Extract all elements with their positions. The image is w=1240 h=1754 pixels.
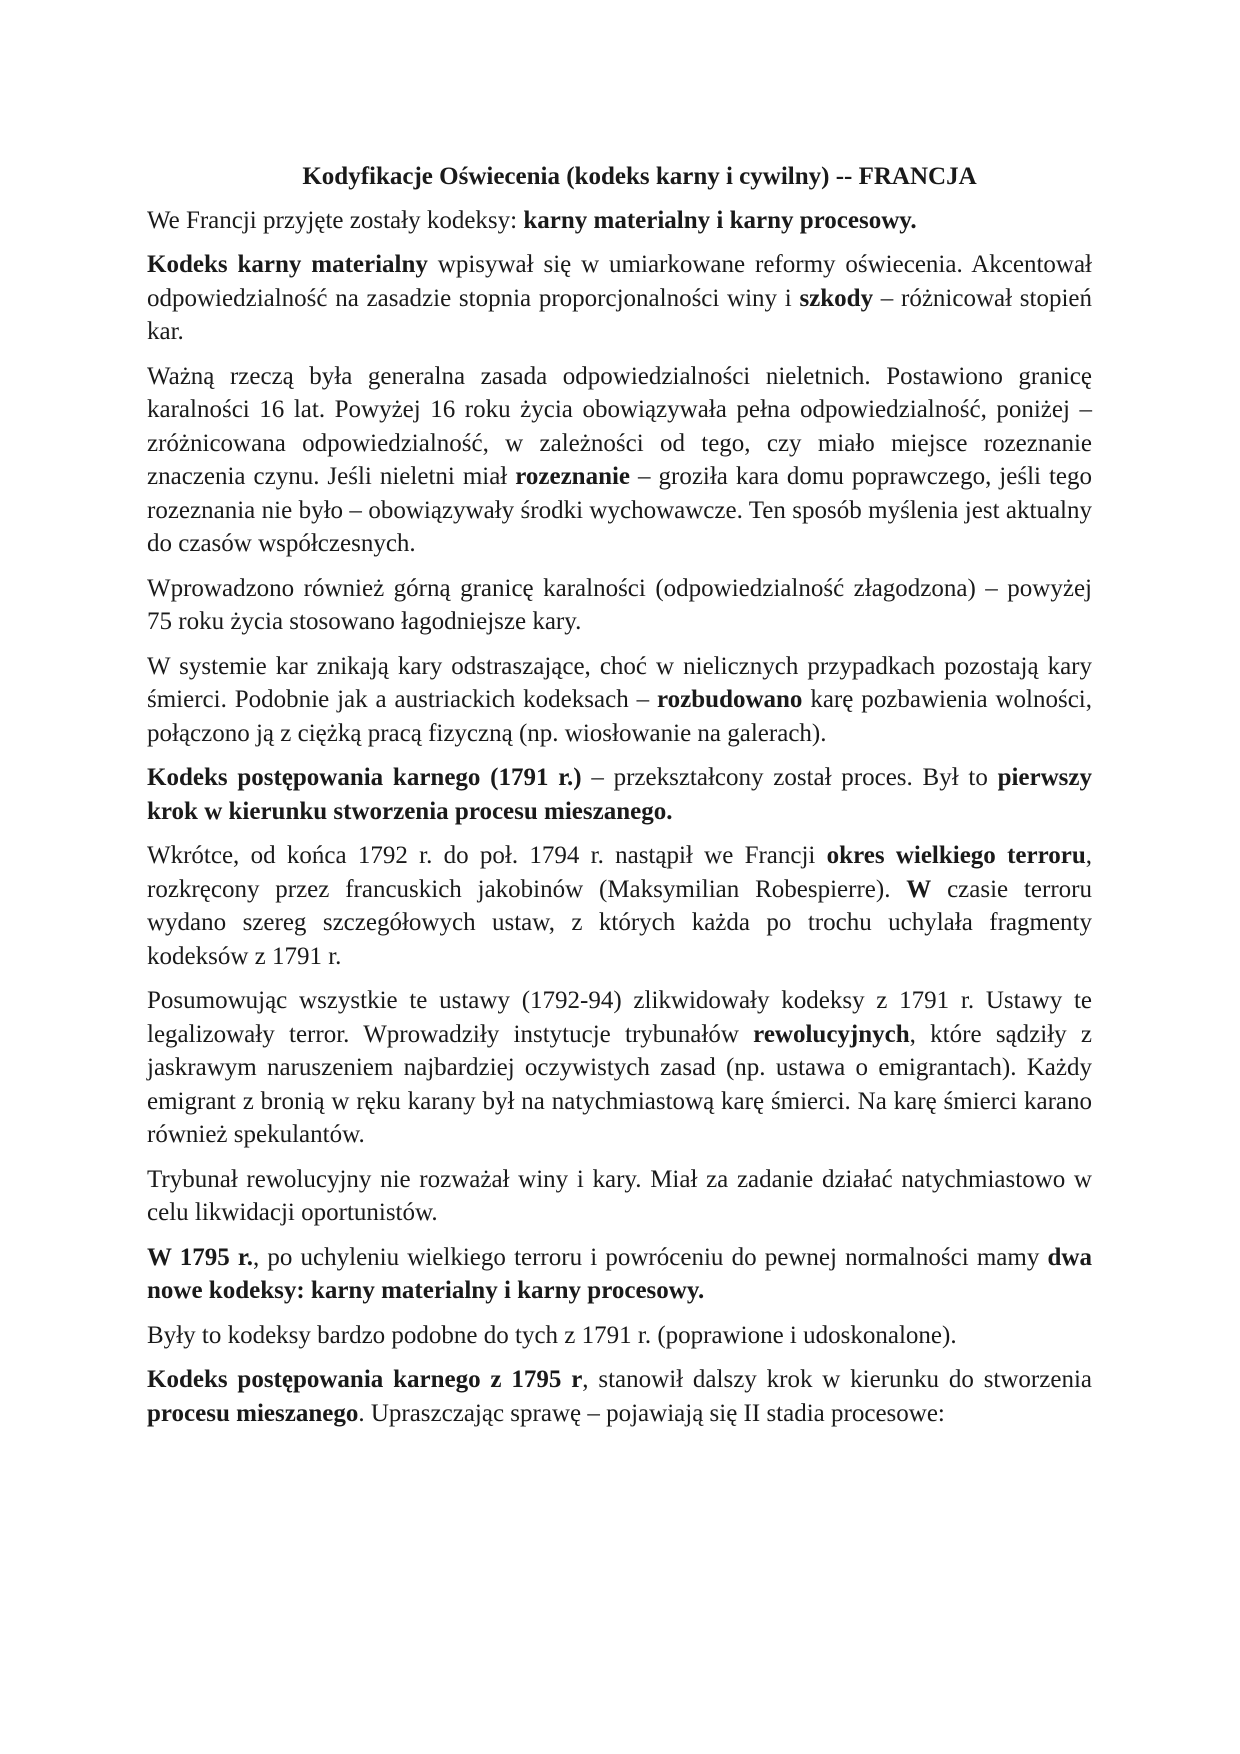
text-run: . Upraszczając sprawę – pojawiają się II stadia procesowe: [358,1399,945,1427]
text-run: wpisywał się w umiarkowane reformy oświecenia. Akcentował odpowiedzialność na zasadzie stopnia proporcjonalności winy i [147,251,1092,312]
bold-text: procesu mieszanego [147,1399,359,1427]
bold-text: okres wielkiego terroru [826,842,1086,869]
paragraph [147,360,1092,561]
paragraph [147,761,1092,828]
text-run: , po uchyleniu wielkiego terroru i powróceniu do pewnej normalności mamy [252,1243,1048,1271]
paragraph [147,650,1092,751]
bold-text: pierwszy krok w kierunku stworzenia procesu mieszanego. [147,764,1092,825]
paragraph [147,572,1092,639]
paragraph [147,1363,1092,1430]
text-run: Ważną rzeczą była generalna zasada odpowiedzialności nieletnich. Postawiono granicę karalności 16 lat. Powyżej 16 roku życia obowiązywała pełna odpowiedzialność, poniżej – zróżnicowana odpowiedzialność, w zależności od tego, czy miało miejsce rozeznanie znaczenia czynu. Jeśli nieletni miał [147,362,1092,490]
bold-text: szkody [799,284,874,312]
text-run: Wkrótce, od końca 1792 r. do poł. 1794 r. nastąpił we Francji [147,842,827,869]
text-run: – przekształcony został proces. Był to [581,764,998,791]
text-run: Trybunał rewolucyjny nie rozważał winy i kary. Miał za zadanie działać natychmiastowo w celu likwidacji oportunistów. [147,1165,1092,1226]
text-run: We Francji przyjęte zostały kodeksy: [147,206,524,234]
document-page [147,160,1092,1441]
bold-text: Kodeks postępowania karnego z 1795 r [147,1366,583,1393]
text-run: , które sądziły z jaskrawym naruszeniem najbardziej oczywistych zasad (np. ustawa o emigrantach). Każdy emigrant z bronią w ręku karany był na natychmiastową karę śmierci. Na karę śmierci karano również spekulantów. [147,1020,1093,1148]
bold-text: Kodeks karny materialny [147,251,428,278]
text-run: Posumowując wszystkie te ustawy (1792-94) zlikwidowały kodeksy z 1791 r. Ustawy te legalizowały terror. Wprowadziły instytucje trybunałów [147,987,1092,1048]
document-title: Kodyfikacje Oświecenia (kodeks karny i cywilny) -- FRANCJA [302,163,977,190]
text-run: – różnicował stopień kar. [147,284,1092,345]
bold-text: W 1795 r. [147,1243,253,1271]
text-run: Były to kodeksy bardzo podobne do tych z 1791 r. (poprawione i udoskonalone). [147,1321,957,1349]
paragraph [147,1319,1092,1353]
document-body [147,204,1092,1431]
bold-text: rozbudowano [657,686,803,713]
text-run: W systemie kar znikają kary odstraszające, choć w nielicznych przypadkach pozostają kary śmierci. Podobnie jak a austriackich kodeksach – [147,652,1092,713]
bold-text: Kodeks postępowania karnego (1791 r.) [147,764,582,791]
paragraph [147,1241,1092,1308]
paragraph [147,204,1092,238]
paragraph [147,839,1092,973]
text-run: czasie terroru wydano szereg szczegółowych ustaw, z których każda po trochu uchylała fragmenty kodeksów z 1791 r. [147,875,1092,970]
bold-text: rewolucyjnych [753,1020,910,1048]
text-run: Wprowadzono również górną granicę karalności (odpowiedzialność złagodzona) – powyżej 75 roku życia stosowano łagodniejsze kary. [147,574,1092,635]
text-run: – groziła kara domu poprawczego, jeśli tego rozeznania nie było – obowiązywały środki wychowawcze. Ten sposób myślenia jest aktualny do czasów współczesnych. [147,463,1092,557]
bold-text: W [906,875,932,903]
text-run: karę pozbawienia wolności, połączono ją z ciężką pracą fizyczną (np. wiosłowanie na galerach). [147,686,1093,747]
bold-text: dwa nowe kodeksy: karny materialny i karny procesowy. [147,1243,1092,1304]
paragraph [147,984,1092,1152]
text-run: , stanowił dalszy krok w kierunku do stworzenia [582,1366,1092,1393]
paragraph [147,1163,1092,1230]
bold-text: rozeznanie [515,463,631,490]
paragraph [147,248,1092,349]
text-run: , rozkręcony przez francuskich jakobinów (Maksymilian Robespierre). [147,842,1093,903]
bold-text: karny materialny i karny procesowy. [523,206,917,234]
